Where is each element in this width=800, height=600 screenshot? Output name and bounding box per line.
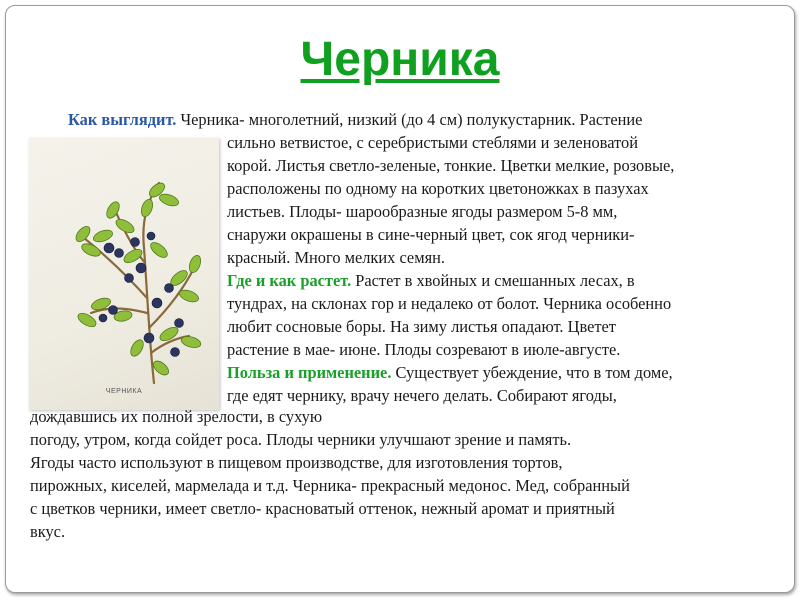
text-line: растение в мае- июне. Плоды созревают в июле-августе. (227, 340, 621, 359)
text-line: сильно ветвистое, с серебристыми стеблями и зеленоватой (227, 133, 638, 152)
text-line: расположены по одному на коротких цветоножках в пазухах (227, 179, 649, 198)
text-line (227, 363, 673, 382)
text-line: любит сосновые боры. На зиму листья опадают. Цветет (227, 317, 616, 336)
blueberry-plant-icon (29, 138, 219, 410)
text-line: Ягоды часто используют в пищевом производстве, для изготовления тортов, (30, 453, 563, 472)
text-line (68, 110, 642, 129)
page-title: Черника (300, 33, 500, 86)
blueberry-plant-illustration (29, 138, 219, 410)
text-line: тундрах, на склонах гор и недалеко от болот. Черника особенно (227, 294, 672, 313)
section-heading-appearance: Как выглядит. (68, 110, 177, 129)
text-line: снаружи окрашены в сине-черный цвет, сок ягод черники- (227, 225, 635, 244)
illustration-caption: ЧЕРНИКА (105, 388, 143, 395)
section-heading-uses: Польза и применение. (227, 363, 392, 382)
text-line: красный. Много мелких семян. (227, 248, 445, 267)
text-line: дождавшись их полной зрелости, в сухую (30, 407, 323, 426)
text-line: погоду, утром, когда сойдет роса. Плоды черники улучшают зрение и память. (30, 430, 572, 449)
text-line: с цветков черники, имеет светло- красноватый оттенок, нежный аромат и приятный (30, 499, 615, 518)
slide-frame (5, 5, 795, 593)
text-line: пирожных, киселей, мармелада и т.д. Черника- прекрасный медонос. Мед, собранный (30, 476, 630, 495)
text-line-content: Существует убеждение, что в том доме, (391, 363, 673, 382)
text-line (227, 271, 635, 290)
section-heading-habitat: Где и как растет. (227, 271, 352, 290)
text-line: корой. Листья светло-зеленые, тонкие. Цветки мелкие, розовые, (227, 156, 675, 175)
text-line-content: Растет в хвойных и смешанных лесах, в (351, 271, 635, 290)
text-line: листьев. Плоды- шарообразные ягоды размером 5-8 мм, (227, 202, 618, 221)
text-line: где едят чернику, врачу нечего делать. Собирают ягоды, (227, 386, 617, 405)
text-line: вкус. (30, 522, 66, 541)
text-line-content: Черника- многолетний, низкий (до 4 см) полукустарник. Растение (176, 110, 643, 129)
